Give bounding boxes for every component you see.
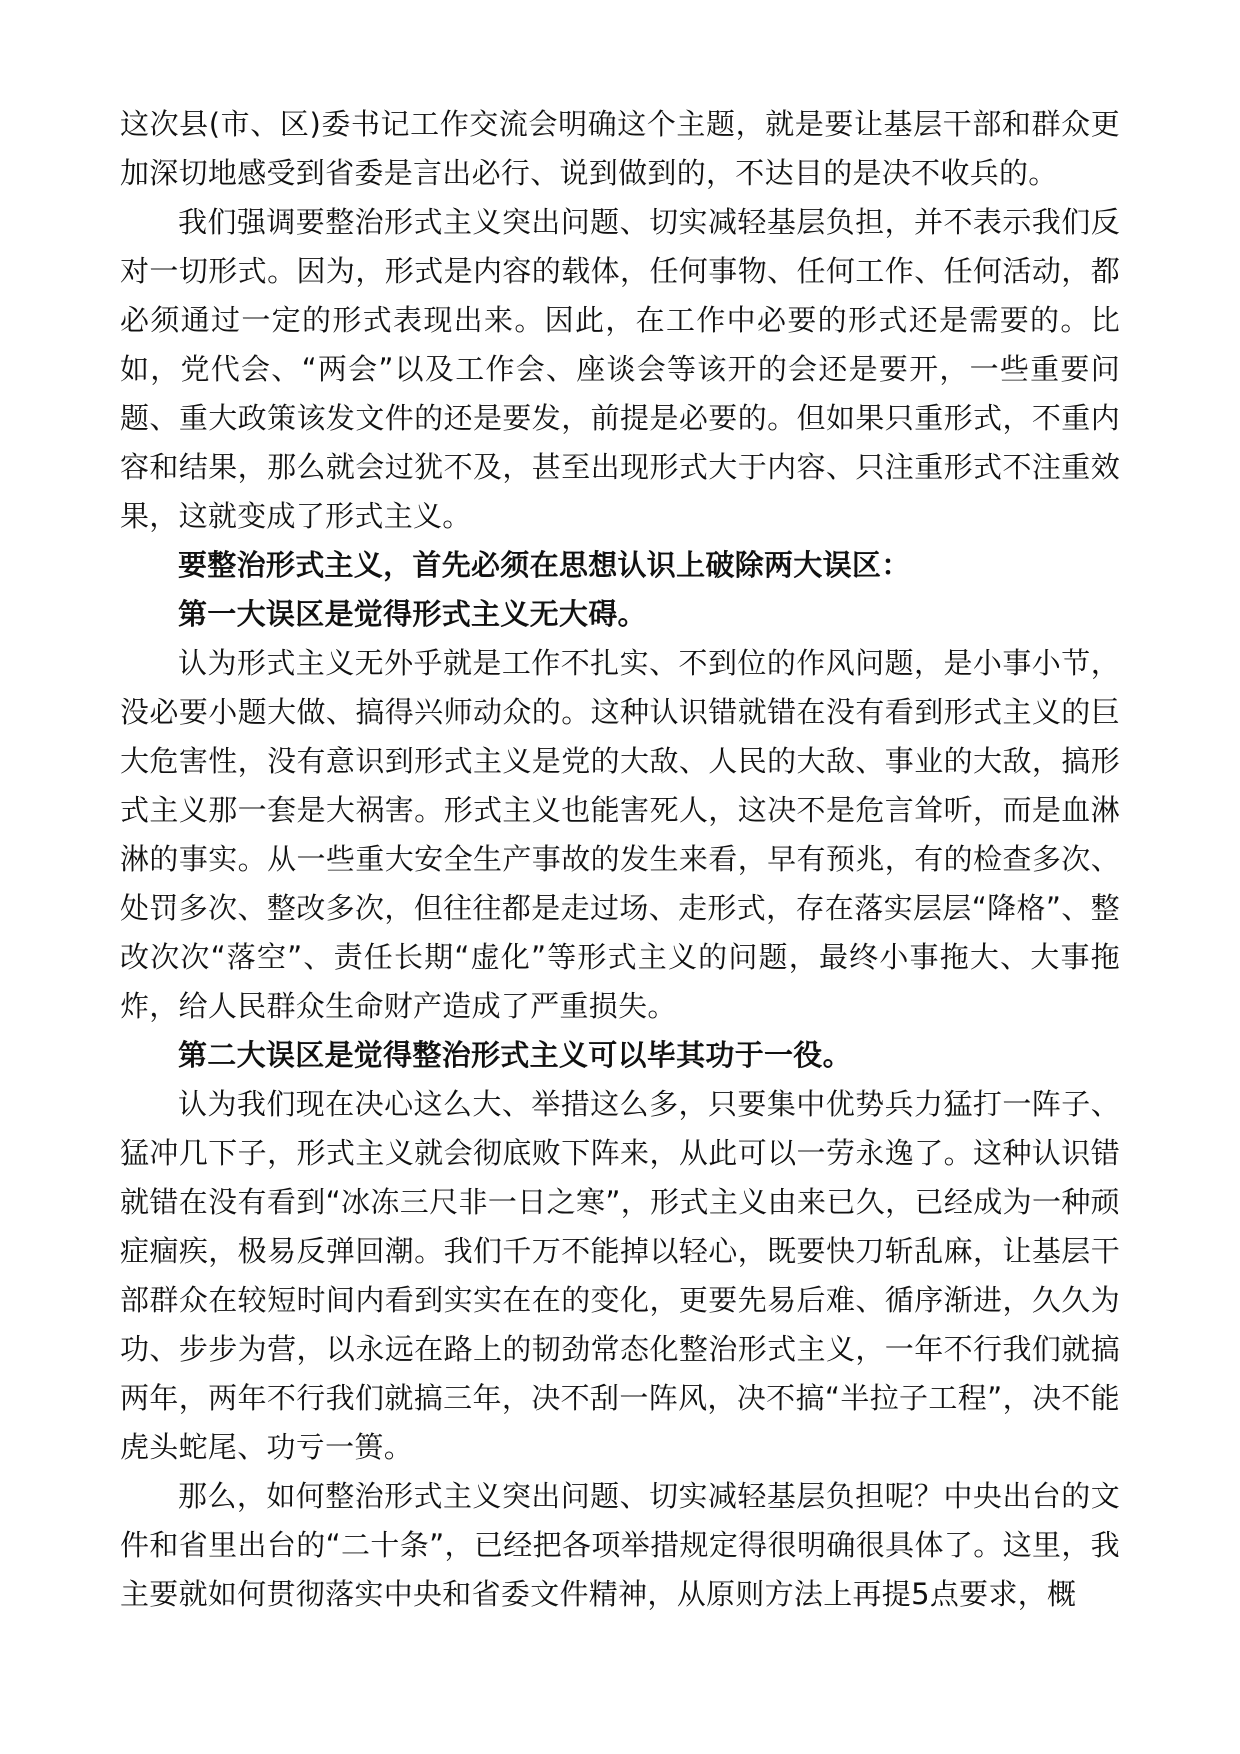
- paragraph-misconception-two: 认为我们现在决心这么大、举措这么多，只要集中优势兵力猛打一阵子、猛冲几下子，形式主义就会彻底败下阵来，从此可以一劳永逸了。这种认识错就错在没有看到“冰冻三尺非一日之寒”，形式主义由来已久，已经成为一种顽症痼疾，极易反弹回潮。我们千万不能掉以轻心，既要快刀斩乱麻，让基层干部群众在较短时间内看到实实在在的变化，更要先易后难、循序渐进，久久为功、步步为营，以永远在路上的韧劲常态化整治形式主义，一年不行我们就搞两年，两年不行我们就搞三年，决不刮一阵风，决不搞“半拉子工程”，决不能虎头蛇尾、功亏一篑。: [120, 1087, 1120, 1464]
- heading-misconception-one: 第一大误区是觉得形式主义无大碍。: [178, 597, 647, 631]
- paragraph-form-vs-formalism: 我们强调要整治形式主义突出问题、切实减轻基层负担，并不表示我们反对一切形式。因为，形式是内容的载体，任何事物、任何工作、任何活动，都必须通过一定的形式表现出来。因此，在工作中必要的形式还是需要的。比如，党代会、“两会”以及工作会、座谈会等该开的会还是要开，一些重要问题、重大政策该发文件的还是要发，前提是必要的。但如果只重形式，不重内容和结果，那么就会过犹不及，甚至出现形式大于内容、只注重形式不注重效果，这就变成了形式主义。: [120, 205, 1120, 533]
- document-page: [120, 100, 1120, 1619]
- heading-misconception-two: 第二大误区是觉得整治形式主义可以毕其功于一役。: [178, 1038, 852, 1072]
- heading-two-misconceptions: 要整治形式主义，首先必须在思想认识上破除两大误区：: [178, 548, 911, 582]
- paragraph-intro-continued: 这次县(市、区)委书记工作交流会明确这个主题，就是要让基层干部和群众更加深切地感受到省委是言出必行、说到做到的，不达目的是决不收兵的。: [120, 107, 1120, 190]
- paragraph-how-to-address: 那么，如何整治形式主义突出问题、切实减轻基层负担呢？中央出台的文件和省里出台的“二十条”，已经把各项举措规定得很明确很具体了。这里，我主要就如何贯彻落实中央和省委文件精神，从原则方法上再提5点要求，概: [120, 1479, 1120, 1611]
- paragraph-misconception-one: 认为形式主义无外乎就是工作不扎实、不到位的作风问题，是小事小节，没必要小题大做、搞得兴师动众的。这种认识错就错在没有看到形式主义的巨大危害性，没有意识到形式主义是党的大敌、人民的大敌、事业的大敌，搞形式主义那一套是大祸害。形式主义也能害死人，这决不是危言耸听，而是血淋淋的事实。从一些重大安全生产事故的发生来看，早有预兆，有的检查多次、处罚多次、整改多次，但往往都是走过场、走形式，存在落实层层“降格”、整改次次“落空”、责任长期“虚化”等形式主义的问题，最终小事拖大、大事拖炸，给人民群众生命财产造成了严重损失。: [120, 646, 1120, 1023]
